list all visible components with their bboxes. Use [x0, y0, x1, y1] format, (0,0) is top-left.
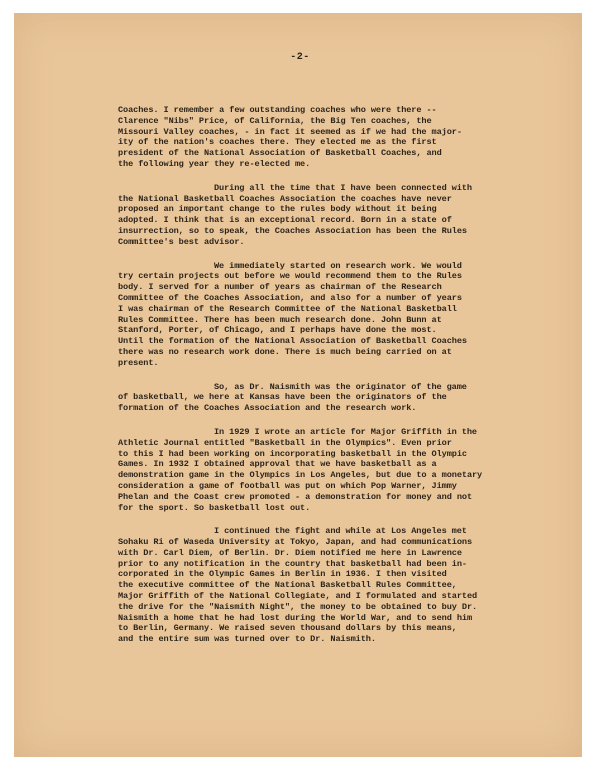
text-line: try certain projects out before we would recommend them to the Rules — [118, 271, 462, 282]
text-line: Rules Committee. There has been much research done. John Bunn at — [118, 314, 442, 325]
text-line: Committee's best advisor. — [118, 236, 245, 247]
text-line: Sohaku Ri of Waseda University at Tokyo, Japan, and had communications — [118, 537, 472, 548]
text-line: Athletic Journal entitled "Basketball in the Olympics". Even prior — [118, 437, 452, 448]
text-line: proposed an important change to the rules body without it being — [118, 204, 437, 215]
text-line: In 1929 I wrote an article for Major Griffith in the — [214, 426, 477, 437]
text-line: Major Griffith of the National Collegiate, and I formulated and started — [118, 591, 478, 602]
text-line: adopted. I think that is an exceptional record. Born in a state of — [118, 215, 452, 226]
paragraph — [118, 382, 568, 414]
text-line: to this I had been working on incorporating basketball in the Olympic — [118, 448, 467, 459]
text-line: I was chairman of the Research Committee of the National Basketball — [118, 303, 457, 314]
text-line: the drive for the "Naismith Night", the money to be obtained to buy Dr. — [118, 601, 478, 612]
document-body — [118, 105, 568, 658]
text-line: the following year they re-elected me. — [118, 158, 311, 169]
text-line: Committee of the Coaches Association, and also for a number of years — [118, 292, 462, 303]
text-line: with Dr. Carl Diem, of Berlin. Dr. Diem notified me here in Lawrence — [118, 547, 462, 558]
text-line: for the sport. So basketball lost out. — [118, 502, 311, 513]
text-line: there was no research work done. There is much being carried on at — [118, 346, 452, 357]
page-number: -2- — [290, 52, 310, 63]
text-line: of basketball, we here at Kansas have been the originators of the — [118, 392, 447, 403]
text-line: consideration a game of football was put on which Pop Warner, Jimmy — [118, 480, 457, 491]
text-line: president of the National Association of Basketball Coaches, and — [118, 148, 442, 159]
text-line: demonstration game in the Olympics in Los Angeles, but due to a monetary — [118, 470, 483, 481]
text-line: So, as Dr. Naismith was the originator of the game — [214, 381, 467, 392]
text-line: the National Basketball Coaches Association the coaches have never — [118, 193, 452, 204]
paragraph — [118, 183, 568, 248]
text-line: ity of the nation's coaches there. They elected me as the first — [118, 137, 437, 148]
text-line: Missouri Valley coaches, - in fact it seemed as if we had the major- — [118, 126, 462, 137]
text-line: corporated in the Olympic Games in Berlin in 1936. I then visited — [118, 569, 447, 580]
paragraph — [118, 427, 568, 513]
text-line: present. — [118, 357, 159, 368]
text-line: body. I served for a number of years as chairman of the Research — [118, 282, 442, 293]
text-line: During all the time that I have been connected with — [214, 182, 472, 193]
text-line: Stanford, Porter, of Chicago, and I perhaps have done the most. — [118, 325, 437, 336]
text-line: to Berlin, Germany. We raised seven thousand dollars by this means, — [118, 623, 457, 634]
text-line: Until the formation of the National Association of Basketball Coaches — [118, 336, 467, 347]
text-line: formation of the Coaches Association and the research work. — [118, 403, 417, 414]
text-line: We immediately started on research work. We would — [214, 260, 462, 271]
text-line: Naismith a home that he had lost during the World War, and to send him — [118, 612, 472, 623]
paragraph — [118, 526, 568, 645]
text-line: Games. In 1932 I obtained approval that we have basketball as a — [118, 459, 437, 470]
text-line: I continued the fight and while at Los Angeles met — [214, 526, 467, 537]
paragraph — [118, 105, 568, 170]
text-line: and the entire sum was turned over to Dr. Naismith. — [118, 634, 376, 645]
text-line: prior to any notification in the country that basketball had been in- — [118, 558, 467, 569]
text-line: Phelan and the Coast crew promoted - a demonstration for money and not — [118, 491, 472, 502]
text-line: Clarence "Nibs" Price, of California, the Big Ten coaches, the — [118, 115, 432, 126]
text-line: the executive committee of the National Basketball Rules Committee, — [118, 580, 457, 591]
text-line: insurrection, so to speak, the Coaches Association has been the Rules — [118, 225, 467, 236]
text-line: Coaches. I remember a few outstanding coaches who were there -- — [118, 105, 437, 115]
paragraph — [118, 261, 568, 369]
